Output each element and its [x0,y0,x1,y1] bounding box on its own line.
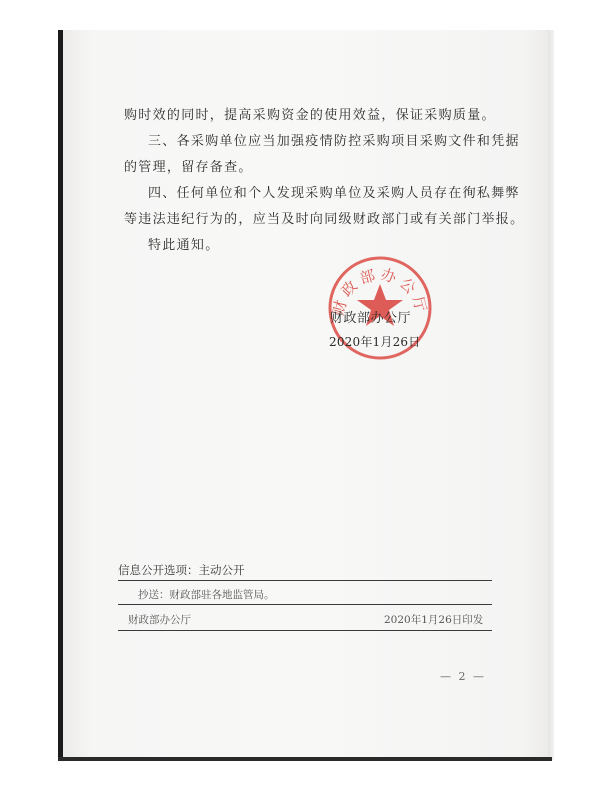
seal-lettering: 财政部办公厅 [329,265,431,318]
issuing-office: 财政部办公厅 [128,614,191,626]
cc-line: 抄送：财政部驻各地监管局。 [138,589,275,601]
footer-rule-top [118,580,492,581]
footer-rule-bottom [118,630,492,631]
body-paragraph-line: 购时效的同时，提高采购资金的使用效益，保证采购质量。 [124,108,496,123]
footer-rule-middle [118,604,492,605]
disclosure-option: 信息公开选项：主动公开 [118,563,245,577]
scan-left-edge [58,30,63,760]
body-paragraph-line: 四、任何单位和个人发现采购单位及采购人员存在徇私舞弊 [148,186,520,201]
closing-remark: 特此通知。 [148,238,220,253]
signature-organization: 财政部办公厅 [330,311,412,326]
page-number: — 2 — [440,670,486,683]
scan-right-shadow [548,30,554,760]
body-paragraph-line: 等违法违纪行为的，应当及时向同级财政部门或有关部门举报。 [124,212,525,227]
signature-date: 2020年1月26日 [329,335,421,349]
scan-bottom-edge [58,757,552,761]
body-paragraph-line: 三、各采购单位应当加强疫情防控采购项目采购文件和凭据 [148,134,520,149]
body-paragraph-line: 的管理，留存备查。 [124,160,253,175]
print-date: 2020年1月26日印发 [384,614,484,626]
